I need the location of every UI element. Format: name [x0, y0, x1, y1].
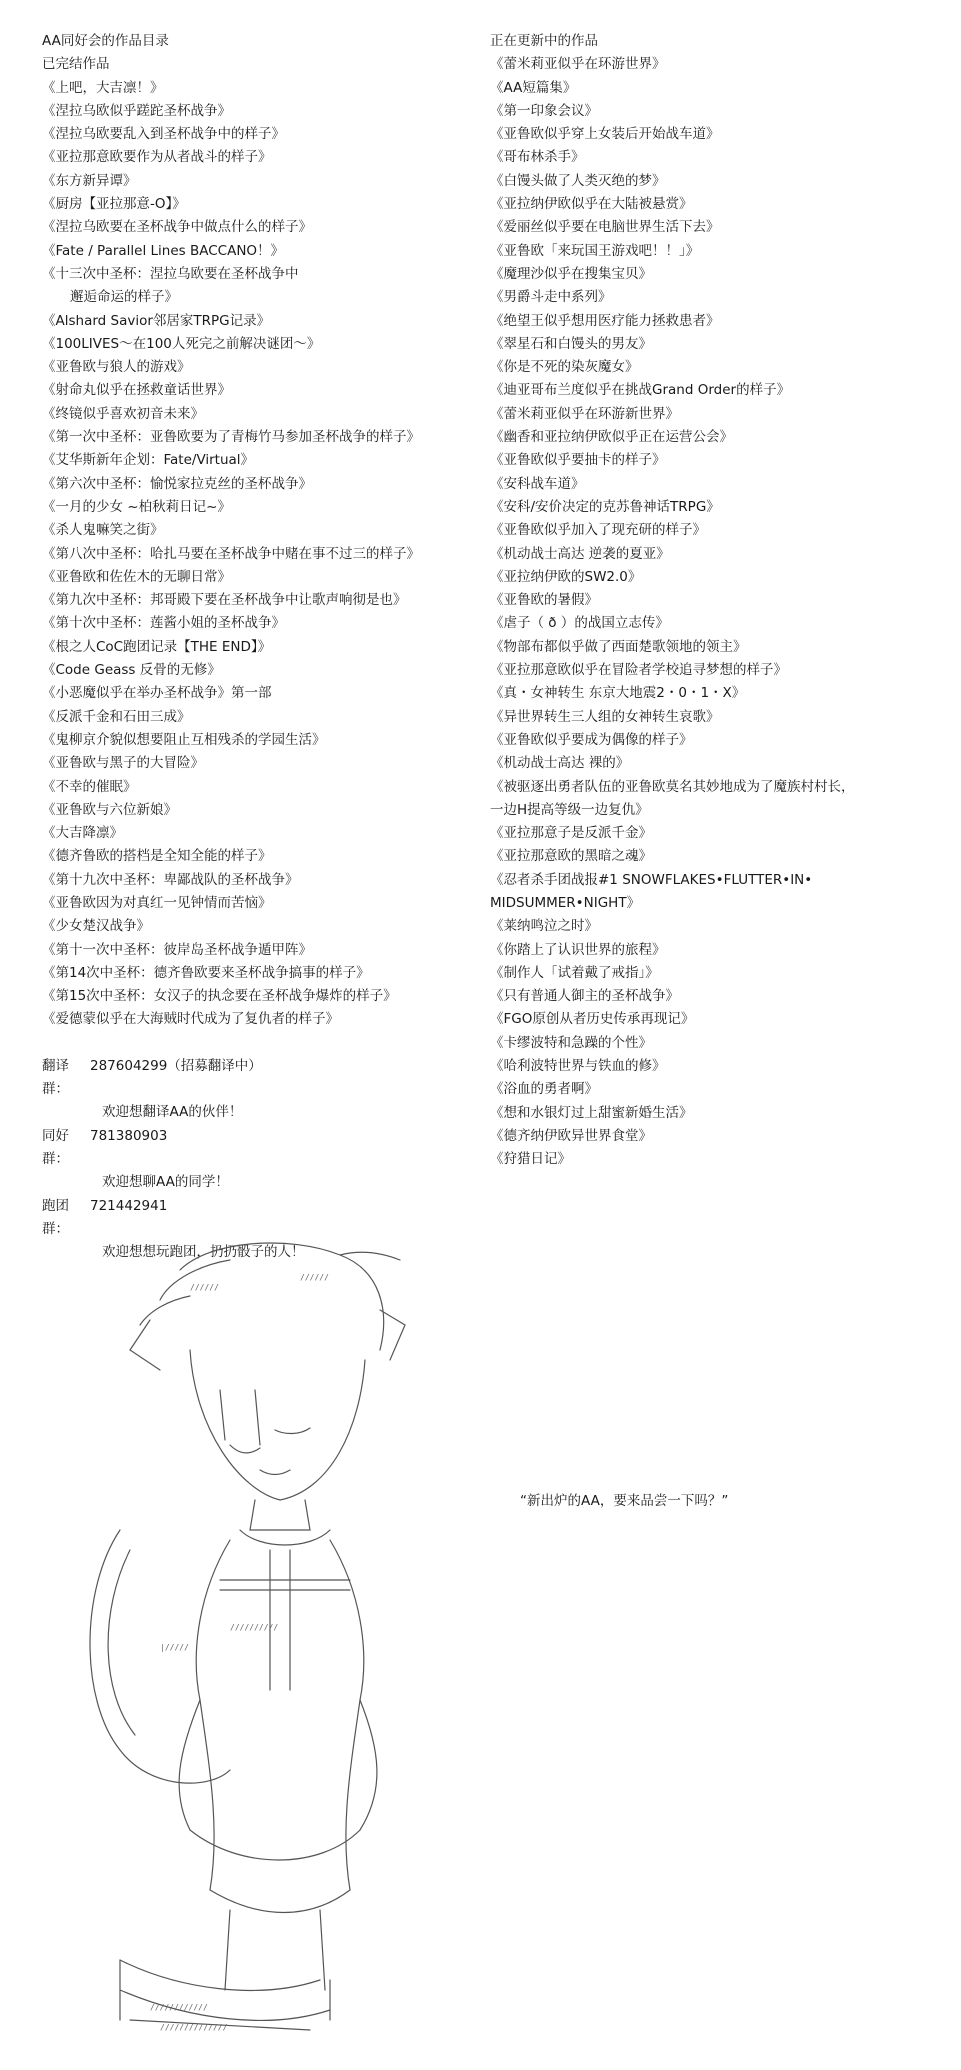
work-title: 《终镜似乎喜欢初音未来》 [42, 405, 204, 422]
group-fan [42, 1125, 482, 1195]
work-title: 《你是不死的染灰魔女》 [490, 359, 639, 376]
work-title: 《第14次中圣杯：德齐鲁欧要来圣杯战争搞事的样子》 [42, 964, 370, 981]
work-title: 《虐子（ ð ）的战国立志传》 [490, 615, 669, 632]
work-title: 《亚拉纳伊欧的SW2.0》 [490, 568, 642, 585]
svg-text://////////////: ////////////// [160, 2023, 228, 2032]
work-title: 一边H提高等级一边复仇》 [490, 801, 649, 818]
work-title: 《涅拉乌欧似乎蹉跎圣杯战争》 [42, 102, 231, 119]
work-title: 《翠星石和白馒头的男友》 [490, 335, 652, 352]
work-title: 《你踏上了认识世界的旅程》 [490, 941, 666, 958]
svg-text:////////////: //////////// [150, 2003, 208, 2012]
work-title: 《被驱逐出勇者队伍的亚鲁欧莫名其妙地成为了魔族村村长， [490, 778, 855, 795]
group-translation [42, 1055, 482, 1125]
work-title: 《德齐纳伊欧异世界食堂》 [490, 1127, 652, 1144]
work-title: 《100LIVES～在100人死完之前解决谜团～》 [42, 335, 321, 352]
work-title: 《制作人「试着戴了戒指」》 [490, 964, 659, 981]
work-title: 《迪亚哥布兰度似乎在挑战Grand Order的样子》 [490, 382, 791, 399]
work-title: 《艾华斯新年企划：Fate/Virtual》 [42, 452, 255, 469]
work-title: 《机动战士高达 逆袭的夏亚》 [490, 545, 670, 562]
work-title: 《安科战车道》 [490, 475, 585, 492]
work-title: 《上吧，大吉凛！》 [42, 79, 164, 96]
work-title: 《第一次中圣杯：亚鲁欧要为了青梅竹马参加圣杯战争的样子》 [42, 429, 420, 446]
work-title: 《FGO原创从者历史传承再现记》 [490, 1011, 695, 1028]
work-title: 《厨房【亚拉那意-O】》 [42, 196, 186, 213]
work-title: 《第六次中圣杯：愉悦家拉克丝的圣杯战争》 [42, 475, 312, 492]
work-title: 《爱德蒙似乎在大海贼时代成为了复仇者的样子》 [42, 1011, 339, 1028]
work-title: 《射命丸似乎在拯救童话世界》 [42, 382, 231, 399]
work-title: 《莱纳鸣泣之时》 [490, 918, 598, 935]
work-title: 《第15次中圣杯：女汉子的执念要在圣杯战争爆炸的样子》 [42, 988, 397, 1005]
work-title: 《异世界转生三人组的女神转生哀歌》 [490, 708, 720, 725]
work-title: 《第十一次中圣杯：彼岸岛圣杯战争遁甲阵》 [42, 941, 312, 958]
work-title: 《亚鲁欧似乎要成为偶像的样子》 [490, 731, 693, 748]
work-title: 《忍者杀手团战报#1 SNOWFLAKES•FLUTTER•IN• [490, 871, 813, 888]
work-title: 《安科/安价决定的克苏鲁神话TRPG》 [490, 498, 720, 515]
work-title: 《幽香和亚拉纳伊欧似乎正在运营公会》 [490, 429, 733, 446]
completed-works-list [42, 77, 482, 1032]
work-title: 《亚拉那意欧似乎在冒险者学校追寻梦想的样子》 [490, 662, 787, 679]
ongoing-section-title: 正在更新中的作品 [490, 33, 598, 49]
work-title: 《Code Geass 反骨的无修》 [42, 662, 221, 679]
work-title: 《只有普通人御主的圣杯战争》 [490, 988, 679, 1005]
work-title: 《鬼柳京介貌似想要阻止互相残杀的学园生活》 [42, 731, 326, 748]
work-title: 《十三次中圣杯：涅拉乌欧要在圣杯战争中 [42, 265, 299, 282]
work-title: 《第一印象会议》 [490, 102, 598, 119]
group-note: 欢迎想聊AA的同学！ [102, 1174, 229, 1191]
work-title: 《不幸的催眠》 [42, 778, 137, 795]
work-title: 《亚拉那意欧的黑暗之魂》 [490, 848, 652, 865]
work-title: 《想和水银灯过上甜蜜新婚生活》 [490, 1104, 693, 1121]
work-title: 《物部布都似乎做了西面楚歌领地的领主》 [490, 638, 747, 655]
svg-text://////////: ////////// [230, 1623, 279, 1632]
work-title: 《涅拉乌欧要乱入到圣杯战争中的样子》 [42, 126, 285, 143]
group-number: 781380903 [90, 1127, 168, 1144]
work-title: 《亚鲁欧因为对真红一见钟情而苦恼》 [42, 894, 272, 911]
work-title: 《第九次中圣杯：邦哥殿下要在圣杯战争中让歌声响彻是也》 [42, 592, 407, 609]
work-title: 邂逅命运的样子》 [70, 289, 178, 306]
work-title: 《根之人CoC跑团记录【THE END】》 [42, 638, 272, 655]
ascii-art-illustration [60, 1230, 480, 2050]
work-title: 《真・女神转生 东京大地震2・0・1・X》 [490, 685, 746, 702]
work-title: 《第八次中圣杯：哈扎马要在圣杯战争中赌在事不过三的样子》 [42, 545, 420, 562]
work-title: 《杀人鬼嘛笑之街》 [42, 522, 164, 539]
work-title: 《狩猎日记》 [490, 1151, 571, 1168]
work-title: 《Fate / Parallel Lines BACCANO！》 [42, 242, 285, 259]
work-title: 《蕾米莉亚似乎在环游新世界》 [490, 405, 679, 422]
work-title: 《小恶魔似乎在举办圣杯战争》第一部 [42, 685, 272, 702]
work-title: 《卡缪波特和急躁的个性》 [490, 1034, 652, 1051]
group-note: 欢迎想翻译AA的伙伴！ [102, 1104, 243, 1121]
work-title: 《哈利波特世界与铁血的修》 [490, 1058, 666, 1075]
completed-works-column [42, 30, 482, 1264]
work-title: 《绝望王似乎想用医疗能力拯救患者》 [490, 312, 720, 329]
work-title: 《亚拉纳伊欧似乎在大陆被悬赏》 [490, 196, 693, 213]
ongoing-works-list [490, 53, 930, 1171]
group-number: 721442941 [90, 1197, 168, 1214]
svg-text://////: ////// [300, 1273, 329, 1282]
ongoing-works-column [490, 30, 930, 1172]
work-title: 《亚鲁欧与黑子的大冒险》 [42, 755, 204, 772]
completed-section-title: 已完结作品 [42, 56, 110, 73]
work-title: 《哥布林杀手》 [490, 149, 585, 166]
work-title: 《机动战士高达 裸的》 [490, 755, 630, 772]
work-title: 《亚拉那意子是反派千金》 [490, 825, 652, 842]
work-title: 《亚鲁欧和佐佐木的无聊日常》 [42, 568, 231, 585]
group-label: 翻译群： [42, 1057, 69, 1098]
work-title: 《男爵斗走中系列》 [490, 289, 612, 306]
illustration-caption: “新出炉的AA，要来品尝一下吗？” [520, 1493, 729, 1509]
work-title: 《爱丽丝似乎要在电脑世界生活下去》 [490, 219, 720, 236]
group-number: 287604299（招募翻译中） [90, 1057, 262, 1074]
work-title: 《魔理沙似乎在搜集宝贝》 [490, 265, 652, 282]
work-title: 《亚鲁欧的暑假》 [490, 592, 598, 609]
work-title: 《反派千金和石田三成》 [42, 708, 191, 725]
work-title: 《亚鲁欧与狼人的游戏》 [42, 359, 191, 376]
svg-text:|/////: |///// [160, 1643, 189, 1652]
work-title: 《亚鲁欧「来玩国王游戏吧！！」》 [490, 242, 700, 259]
work-title: 《亚鲁欧与六位新娘》 [42, 801, 177, 818]
work-title: 《少女楚汉战争》 [42, 918, 150, 935]
work-title: 《亚鲁欧似乎要抽卡的样子》 [490, 452, 666, 469]
work-title: 《一月的少女 ~柏秋莉日记~》 [42, 498, 231, 515]
work-title: 《亚鲁欧似乎穿上女装后开始战车道》 [490, 126, 720, 143]
group-label: 跑团群： [42, 1197, 69, 1237]
work-title: 《第十次中圣杯：莲酱小姐的圣杯战争》 [42, 615, 285, 632]
work-title: 《亚拉那意欧要作为从者战斗的样子》 [42, 149, 272, 166]
work-title: 《亚鲁欧似乎加入了现充研的样子》 [490, 522, 706, 539]
group-note: 欢迎想想玩跑团，扔扔骰子的人！ [102, 1244, 305, 1261]
work-title: 《德齐鲁欧的搭档是全知全能的样子》 [42, 848, 272, 865]
svg-text://////: ////// [190, 1283, 219, 1292]
work-title: 《白馒头做了人类灭绝的梦》 [490, 172, 666, 189]
work-title: 《Alshard Savior邻居家TRPG记录》 [42, 312, 271, 329]
catalog-title: AA同好会的作品目录 [42, 33, 169, 49]
group-label: 同好群： [42, 1127, 69, 1167]
work-title: MIDSUMMER•NIGHT》 [490, 894, 641, 911]
work-title: 《东方新异谭》 [42, 172, 137, 189]
work-title: 《蕾米莉亚似乎在环游世界》 [490, 56, 666, 73]
work-title: 《AA短篇集》 [490, 79, 577, 96]
work-title: 《涅拉乌欧要在圣杯战争中做点什么的样子》 [42, 219, 312, 236]
work-title: 《第十九次中圣杯：卑鄙战队的圣杯战争》 [42, 871, 299, 888]
work-title: 《大吉降凛》 [42, 825, 123, 842]
work-title: 《浴血的勇者啊》 [490, 1081, 598, 1098]
